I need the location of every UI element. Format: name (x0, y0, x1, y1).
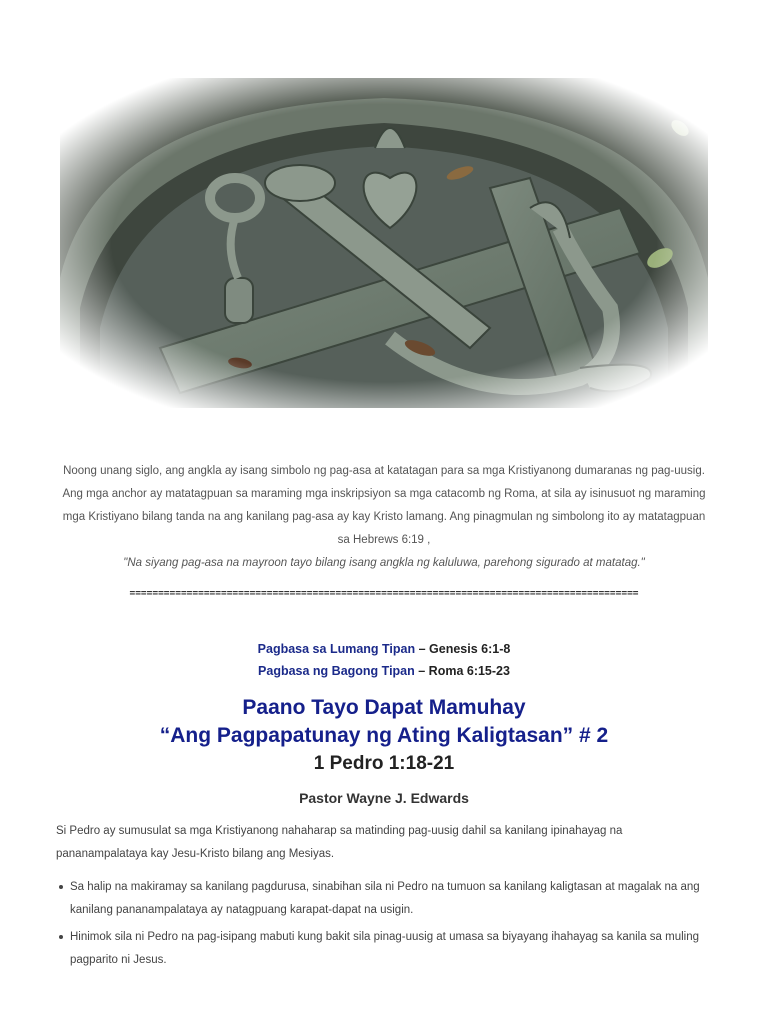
anchor-heart-cross-carving (60, 78, 708, 408)
intro-paragraph: Noong unang siglo, ang angkla ay isang simbolo ng pag-asa at katatagan para sa mga Kristiyanong dumaranas ng pag-uusig. Ang mga anchor ay matatagpuan sa maraming mga inskripsiyon sa mga catacomb ng Roma, at sila ay isinusuot ng maraming mga Kristiyano bilang tanda na ang kanilang pag-asa ay kay Kristo lamang. Ang pinagmulan ng simbolong ito ay matatagpuan sa Hebrews 6:19 , (62, 465, 706, 546)
sermon-title (60, 694, 708, 778)
intro-quote: "Na siyang pag-asa na mayroon tayo bilang isang angkla ng kaluluwa, parehong sigurado at matatag." (123, 557, 645, 569)
title-line-2: “Ang Pagpapatunay ng Ating Kaligtasan” # 2 (159, 724, 609, 747)
list-item: Sa halip na makiramay sa kanilang pagdurusa, sinabihan sila ni Pedro na tumuon sa kanilang kaligtasan at magalak na ang kanilang pananampalataya ay natagpuang karapat-dapat na usigin. (56, 876, 712, 922)
hero-image (60, 78, 708, 408)
new-testament-ref: – Roma 6:15-23 (414, 664, 510, 678)
bullet-list (56, 876, 712, 976)
old-testament-ref: – Genesis 6:1-8 (415, 642, 511, 656)
new-testament-reading (60, 660, 708, 682)
new-testament-label: Pagbasa ng Bagong Tipan (258, 664, 415, 678)
intro-text (60, 460, 708, 575)
old-testament-label: Pagbasa sa Lumang Tipan (257, 642, 416, 656)
title-line-1: Paano Tayo Dapat Mamuhay (242, 696, 526, 719)
old-testament-reading (60, 638, 708, 660)
scripture-reference: 1 Pedro 1:18-21 (313, 753, 455, 774)
divider-line: ========================================================================================= (129, 588, 639, 599)
readings (60, 638, 708, 682)
body-paragraph: Si Pedro ay sumusulat sa mga Kristiyanong nahaharap sa matinding pag-uusig dahil sa kanilang ipinahayag na pananampalataya kay Jesu-Kristo bilang ang Mesiyas. (56, 825, 623, 860)
list-item: Hinimok sila ni Pedro na pag-isipang mabuti kung bakit sila pinag-uusig at umasa sa biyayang ihahayag sa kanila sa muling pagparito ni Jesus. (56, 926, 712, 972)
author-name: Pastor Wayne J. Edwards (299, 790, 469, 806)
